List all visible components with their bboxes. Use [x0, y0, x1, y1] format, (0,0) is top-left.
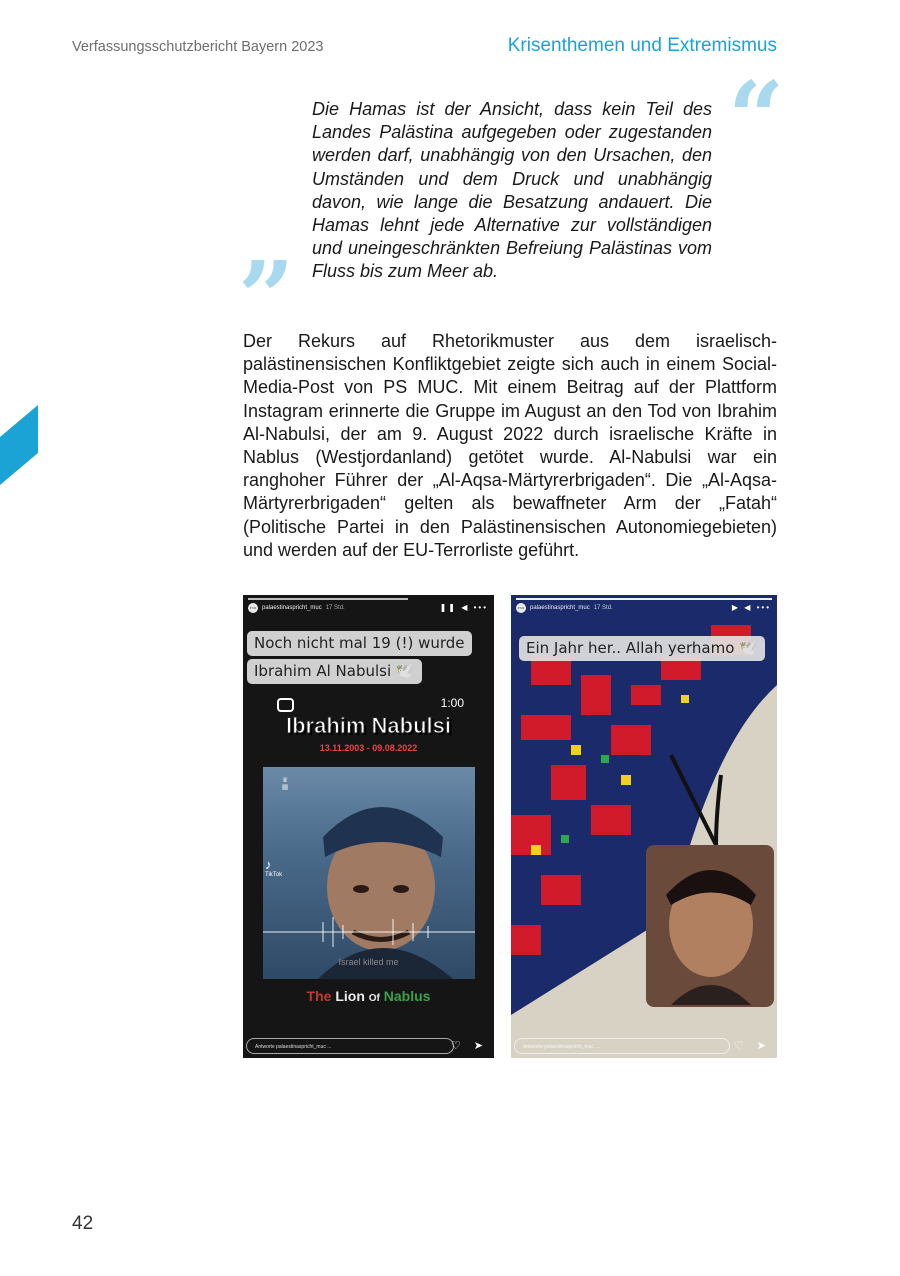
video-title: Ibrahim Nabulsi [285, 713, 452, 738]
reply-input: Antworte palaestinaspricht_muc ... [246, 1038, 454, 1054]
story-caption: Ein Jahr her.. Allah yerhamo 🕊️ [519, 636, 765, 661]
profile-name: palaestinaspricht_muc [530, 605, 590, 611]
tiktok-icon: ♪ [265, 857, 272, 872]
video-watermark: Israel killed me [338, 957, 399, 967]
avatar: PSM [248, 603, 258, 613]
lion-of-nablus-text: The Lion Of Nablus [306, 988, 431, 1004]
story-progress-bar [516, 598, 772, 600]
profile-name: palaestinaspricht_muc [262, 605, 322, 611]
close-quote-mark: ” [238, 241, 295, 356]
story-profile [248, 603, 345, 613]
post-time: 17 Std. [593, 605, 613, 611]
hamas-quote-text: Die Hamas ist der Ansicht, dass kein Teil des Landes Palästina aufgegeben oder zugestanden werden darf, unabhängig von den Ursachen, den Umständen und dem Druck und unabhängig davon, wie lange die Besatzung andauert. Die Hamas lehnt jede Alternative zur vollständigen und uneingeschränkten Befreiung Palästinas vom Fluss bis zum Meer ab. [312, 99, 712, 282]
tiktok-logo: ♪ TikTok [265, 857, 283, 878]
story-progress-bar [248, 598, 408, 600]
like-share-icons: ♡ ➤ [450, 1040, 488, 1052]
story-profile [516, 603, 613, 613]
post-time: 17 Std. [325, 605, 345, 611]
running-header-section-title: Krisenthemen und Extremismus [507, 35, 777, 56]
like-share-icons: ♡ ➤ [733, 1040, 771, 1052]
story-controls: ▶ ◀ ••• [731, 603, 771, 612]
open-quote-mark: “ [728, 61, 785, 176]
body-paragraph: Der Rekurs auf Rhetorikmuster aus dem israelisch-palästinensischen Konfliktgebiet zeigte sich auch in einem Social-Media-Post von PS MUC. Mit einem Beitrag auf der Plattform Instagram erinnerte die Gruppe im August an den Tod von Ibrahim Al-Nabulsi, der am 9. August 2022 durch israelische Kräfte in Nablus (Westjordanland) getötet wurde. Al-Nabulsi war ein ranghoher Führer der „Al-Aqsa-Märtyrerbrigaden“. Die „Al-Aqsa-Märtyrerbrigaden“ gelten als bewaffneter Arm der „Fatah“ (Politische Partei in den Palästinensischen Autonomiegebieten) und werden auf der EU-Terrorliste geführt. [243, 331, 777, 560]
running-header-left: Verfassungsschutzbericht Bayern 2023 [72, 39, 324, 55]
story-caption-line-2: Ibrahim Al Nabulsi 🕊️ [247, 659, 422, 684]
reels-icon [277, 698, 294, 712]
story-caption-line-1: Noch nicht mal 19 (!) wurde [247, 631, 472, 656]
reply-input: Antworte palaestinaspricht_muc ... [514, 1038, 730, 1054]
avatar: PSM [516, 603, 526, 613]
lion-emblem-icon: ♛ ▦ [281, 777, 289, 791]
section-tab-marker [0, 405, 38, 485]
instagram-story-screenshot-1 [243, 595, 494, 1058]
embroidered-fabric-photo [511, 595, 777, 1058]
video-dates: 13.11.2003 - 09.08.2022 [319, 743, 418, 753]
instagram-story-screenshot-2 [511, 595, 777, 1058]
story-controls: ❚❚ ◀ ••• [439, 603, 488, 612]
video-duration: 1:00 [440, 696, 464, 710]
page-number: 42 [72, 1213, 94, 1234]
